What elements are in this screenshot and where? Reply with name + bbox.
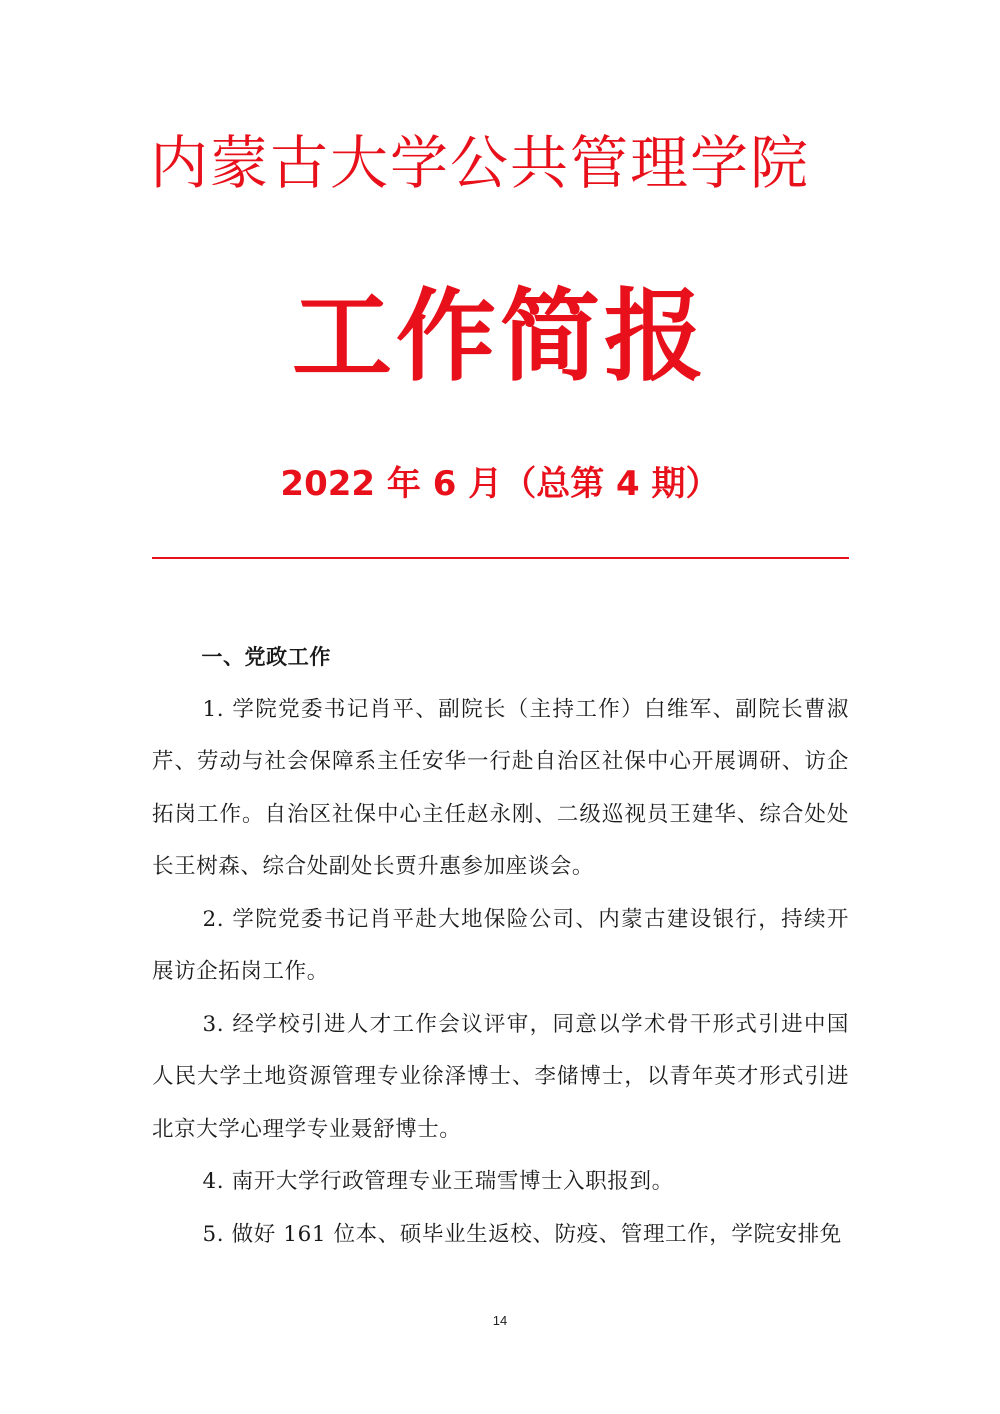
org-name-title: 内蒙古大学公共管理学院 xyxy=(150,129,811,197)
section-heading: 一、党政工作 xyxy=(201,645,331,669)
item-paragraph-2: 2. 学院党委书记肖平赴大地保险公司、内蒙古建设银行，持续开展访企拓岗工作。 xyxy=(152,906,849,984)
item-paragraph-1: 1. 学院党委书记肖平、副院长（主持工作）白维军、副院长曹淑芹、劳动与社会保障系主任安华一行赴自治区社保中心开展调研、访企拓岗工作。自治区社保中心主任赵永刚、二级巡视员王建华、综合处处长王树森、综合处副处长贾升惠参加座谈会。 xyxy=(152,696,849,879)
header-divider xyxy=(152,557,849,559)
section-content xyxy=(152,631,849,1261)
item-paragraph-4: 4. 南开大学行政管理专业王瑞雪博士入职报到。 xyxy=(202,1169,674,1194)
item-paragraph-3: 3. 经学校引进人才工作会议评审，同意以学术骨干形式引进中国人民大学土地资源管理专业徐泽博士、李储博士，以青年英才形式引进北京大学心理学专业聂舒博士。 xyxy=(152,1011,849,1142)
issue-line: 2022 年 6 月（总第 4 期） xyxy=(280,464,720,504)
item-paragraph-5: 5. 做好 161 位本、硕毕业生返校、防疫、管理工作，学院安排免 xyxy=(202,1221,842,1247)
page-number: 14 xyxy=(492,1313,508,1328)
brief-title: 工作简报 xyxy=(292,278,708,395)
